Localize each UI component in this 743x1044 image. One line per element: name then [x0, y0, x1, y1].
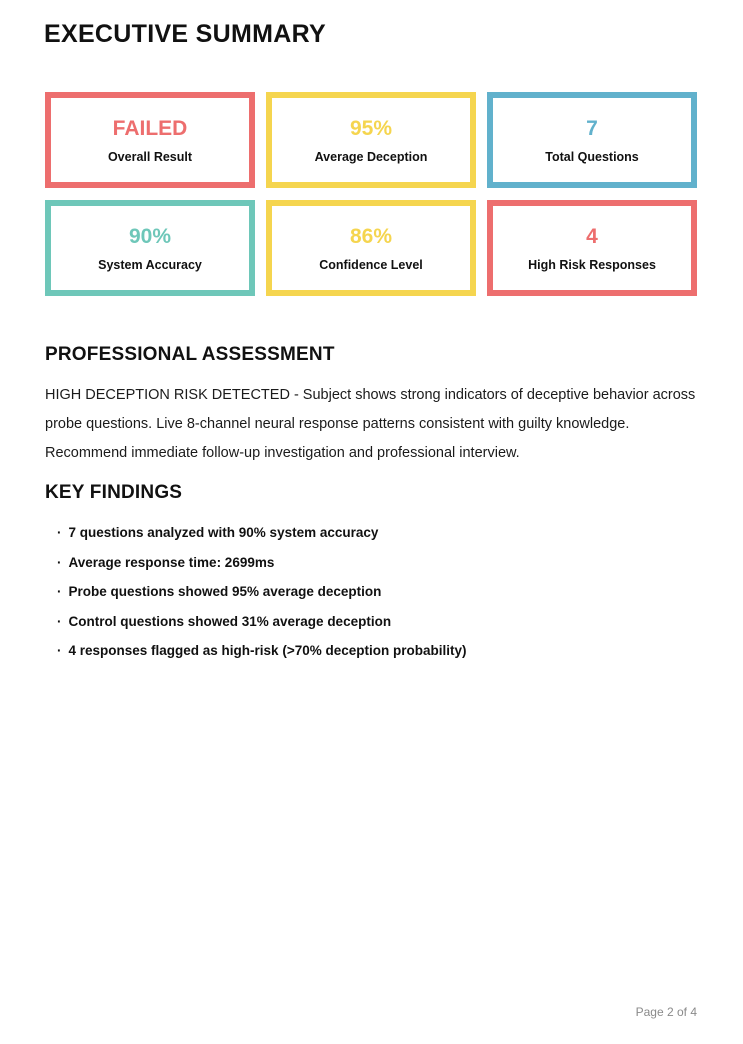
stat-card-confidence-level: [266, 200, 476, 296]
finding-text: Probe questions showed 95% average deception: [68, 584, 382, 599]
stat-value: 4: [586, 224, 598, 248]
bullet-icon: ·: [57, 554, 62, 570]
stat-card-high-risk-responses: [487, 200, 697, 296]
stat-label: Overall Result: [107, 149, 193, 164]
finding-text: 4 responses flagged as high-risk (>70% deception probability): [68, 643, 467, 658]
findings-list: [57, 518, 697, 666]
page-number: Page 2 of 4: [635, 1005, 697, 1019]
stat-label: Total Questions: [545, 149, 639, 164]
finding-item: [57, 607, 697, 637]
findings-heading: KEY FINDINGS: [45, 482, 183, 503]
stat-card-total-questions: [487, 92, 697, 188]
finding-item: [57, 548, 697, 578]
stat-value: 7: [586, 116, 598, 140]
finding-text: Average response time: 2699ms: [68, 554, 275, 570]
stat-label: High Risk Responses: [528, 257, 656, 272]
finding-text: 7 questions analyzed with 90% system accuracy: [68, 525, 379, 540]
stat-label: Confidence Level: [319, 257, 423, 272]
assessment-heading: PROFESSIONAL ASSESSMENT: [45, 344, 335, 365]
stats-grid: [45, 92, 697, 296]
stat-card-overall-result: [45, 92, 255, 188]
stat-label: System Accuracy: [98, 257, 202, 272]
stat-card-average-deception: [266, 92, 476, 188]
bullet-icon: ·: [57, 525, 62, 540]
stat-value: 90%: [128, 224, 172, 248]
finding-text: Control questions showed 31% average deception: [68, 613, 392, 629]
bullet-icon: ·: [57, 584, 62, 599]
assessment-paragraph: HIGH DECEPTION RISK DETECTED - Subject shows strong indicators of deceptive behavior across probe questions. Live 8-channel neural response patterns consistent with guilty knowledge. Recommend immediate follow-up investigation and professional interview.: [45, 387, 696, 461]
finding-item: [57, 518, 697, 548]
finding-item: [57, 577, 697, 607]
stat-label: Average Deception: [314, 149, 428, 164]
page-title: EXECUTIVE SUMMARY: [44, 20, 326, 48]
bullet-icon: ·: [57, 643, 62, 658]
stat-value: 95%: [349, 116, 393, 140]
stat-value: 86%: [349, 224, 393, 248]
stat-card-system-accuracy: [45, 200, 255, 296]
finding-item: [57, 636, 697, 666]
stat-value: FAILED: [112, 116, 188, 140]
bullet-icon: ·: [57, 613, 62, 629]
